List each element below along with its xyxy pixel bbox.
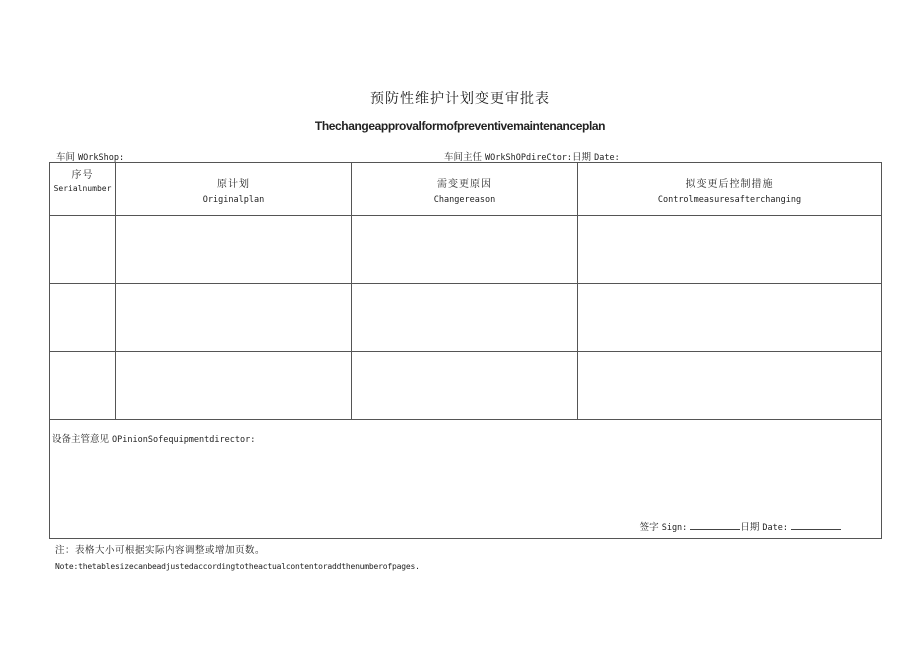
control-measures-cell[interactable]: [578, 352, 882, 420]
original-plan-cell[interactable]: [116, 352, 352, 420]
workshop-label-en: WOrkShop:: [78, 153, 125, 163]
opinion-row: [50, 420, 882, 539]
change-reason-cell[interactable]: [352, 284, 578, 352]
director-label-cn: 车间主任: [444, 152, 483, 163]
change-reason-cell[interactable]: [352, 352, 578, 420]
sign-label-cn: 签字: [639, 522, 659, 533]
opinion-cell[interactable]: [50, 420, 882, 539]
header-original-en: Originalplan: [202, 195, 265, 205]
director-date-field: [444, 149, 620, 163]
workshop-label-cn: 车间: [56, 152, 76, 163]
sign-blank[interactable]: [690, 521, 740, 530]
sign-label-en: Sign:: [661, 523, 688, 533]
original-plan-cell[interactable]: [116, 216, 352, 284]
change-reason-cell[interactable]: [352, 216, 578, 284]
serial-cell[interactable]: [50, 216, 116, 284]
workshop-field: [56, 149, 124, 163]
header-reason-en: Changereason: [433, 195, 496, 205]
header-serial-cn: 序号: [71, 170, 94, 181]
note-en: Note:thetablesizecanbeadjustedaccordingtotheactualcontentoraddthenumberofpages.: [55, 562, 420, 571]
form-title-en: Thechangeapprovalformofpreventivemaintenanceplan: [314, 119, 606, 133]
opinion-label-cn: 设备主管意见: [52, 434, 110, 445]
opinion-date-en: Date:: [762, 523, 788, 533]
header-measures-cn: 拟变更后控制措施: [685, 179, 774, 190]
table-row: [50, 216, 882, 284]
approval-table: [49, 162, 882, 539]
note-cn: 注：表格大小可根据实际内容调整或增加页数。: [55, 545, 266, 556]
director-label-en: WOrkShOPdireCtor:: [485, 153, 573, 163]
serial-cell[interactable]: [50, 284, 116, 352]
header-original-cn: 原计划: [217, 179, 250, 190]
header-change-reason: [352, 163, 578, 216]
header-serial-number: [50, 163, 116, 216]
opinion-label-en: OPinionSofequipmentdirector:: [112, 435, 256, 445]
table-row: [50, 284, 882, 352]
table-row: [50, 352, 882, 420]
date-label-cn: 日期: [572, 152, 592, 163]
date-blank[interactable]: [791, 521, 841, 530]
header-control-measures: [578, 163, 882, 216]
control-measures-cell[interactable]: [578, 284, 882, 352]
opinion-date-cn: 日期: [740, 522, 760, 533]
control-measures-cell[interactable]: [578, 216, 882, 284]
date-label-en: Date:: [594, 153, 620, 163]
form-title-cn: 预防性维护计划变更审批表: [370, 91, 550, 107]
header-serial-en: Serialnumber: [53, 184, 112, 193]
original-plan-cell[interactable]: [116, 284, 352, 352]
header-measures-en: Controlmeasuresafterchanging: [657, 195, 802, 205]
header-reason-cn: 需变更原因: [437, 179, 492, 190]
header-original-plan: [116, 163, 352, 216]
header-row: [50, 163, 882, 216]
serial-cell[interactable]: [50, 352, 116, 420]
opinion-label: [52, 431, 255, 445]
sign-date-line: [640, 519, 841, 533]
